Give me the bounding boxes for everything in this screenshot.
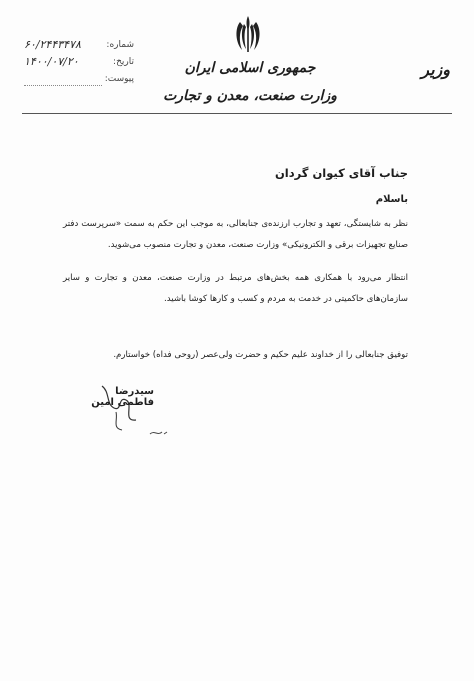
country-name: جمهوری اسلامی ایران bbox=[184, 60, 316, 76]
attachment-dotted-line bbox=[24, 85, 102, 86]
paragraph-expectation: انتظار می‌رود با همکاری همه بخش‌های مرتبط در وزارت صنعت، معدن و تجارت و سایر سازمان‌های حاکمیتی در خدمت به مردم و کسب و کارها کوشا باشید. bbox=[63, 273, 408, 304]
addressee: جناب آقای کیوان گردان bbox=[274, 166, 408, 180]
signatory-name: سیدرضا فاطمی امین bbox=[91, 386, 154, 408]
letter-number-label: شماره: bbox=[106, 40, 134, 50]
greeting: باسلام bbox=[375, 194, 408, 205]
letter-date-value: ۱۴۰۰/۰۷/۲۰ bbox=[24, 55, 79, 68]
letter-date-label: تاریخ: bbox=[113, 57, 134, 67]
header-divider bbox=[22, 113, 452, 114]
letterhead-title bbox=[150, 58, 350, 106]
iran-emblem-icon bbox=[230, 14, 266, 54]
letter-attachment-label: پیوست: bbox=[104, 74, 134, 84]
minister-title: وزیر bbox=[421, 60, 450, 79]
ministry-name: وزارت صنعت، معدن و تجارت bbox=[163, 88, 337, 104]
letter-attachment-row bbox=[24, 74, 134, 91]
paragraph-closing: توفیق جنابعالی را از خداوند علیم حکیم و حضرت ولی‌عصر (روحی فداه) خواستارم. bbox=[113, 350, 408, 360]
paragraph-appointment: نظر به شایستگی، تعهد و تجارب ارزنده‌ی جنابعالی، به موجب این حکم به سمت «سرپرست دفتر صنایع تجهیزات برقی و الکترونیکی» وزارت صنعت، معدن و تجارت منصوب می‌شوید. bbox=[63, 219, 408, 250]
letter-date-row bbox=[24, 57, 134, 74]
letter-number-value: ۶۰/۲۴۴۳۴۷۸ bbox=[24, 38, 81, 51]
letter-meta bbox=[24, 40, 134, 91]
